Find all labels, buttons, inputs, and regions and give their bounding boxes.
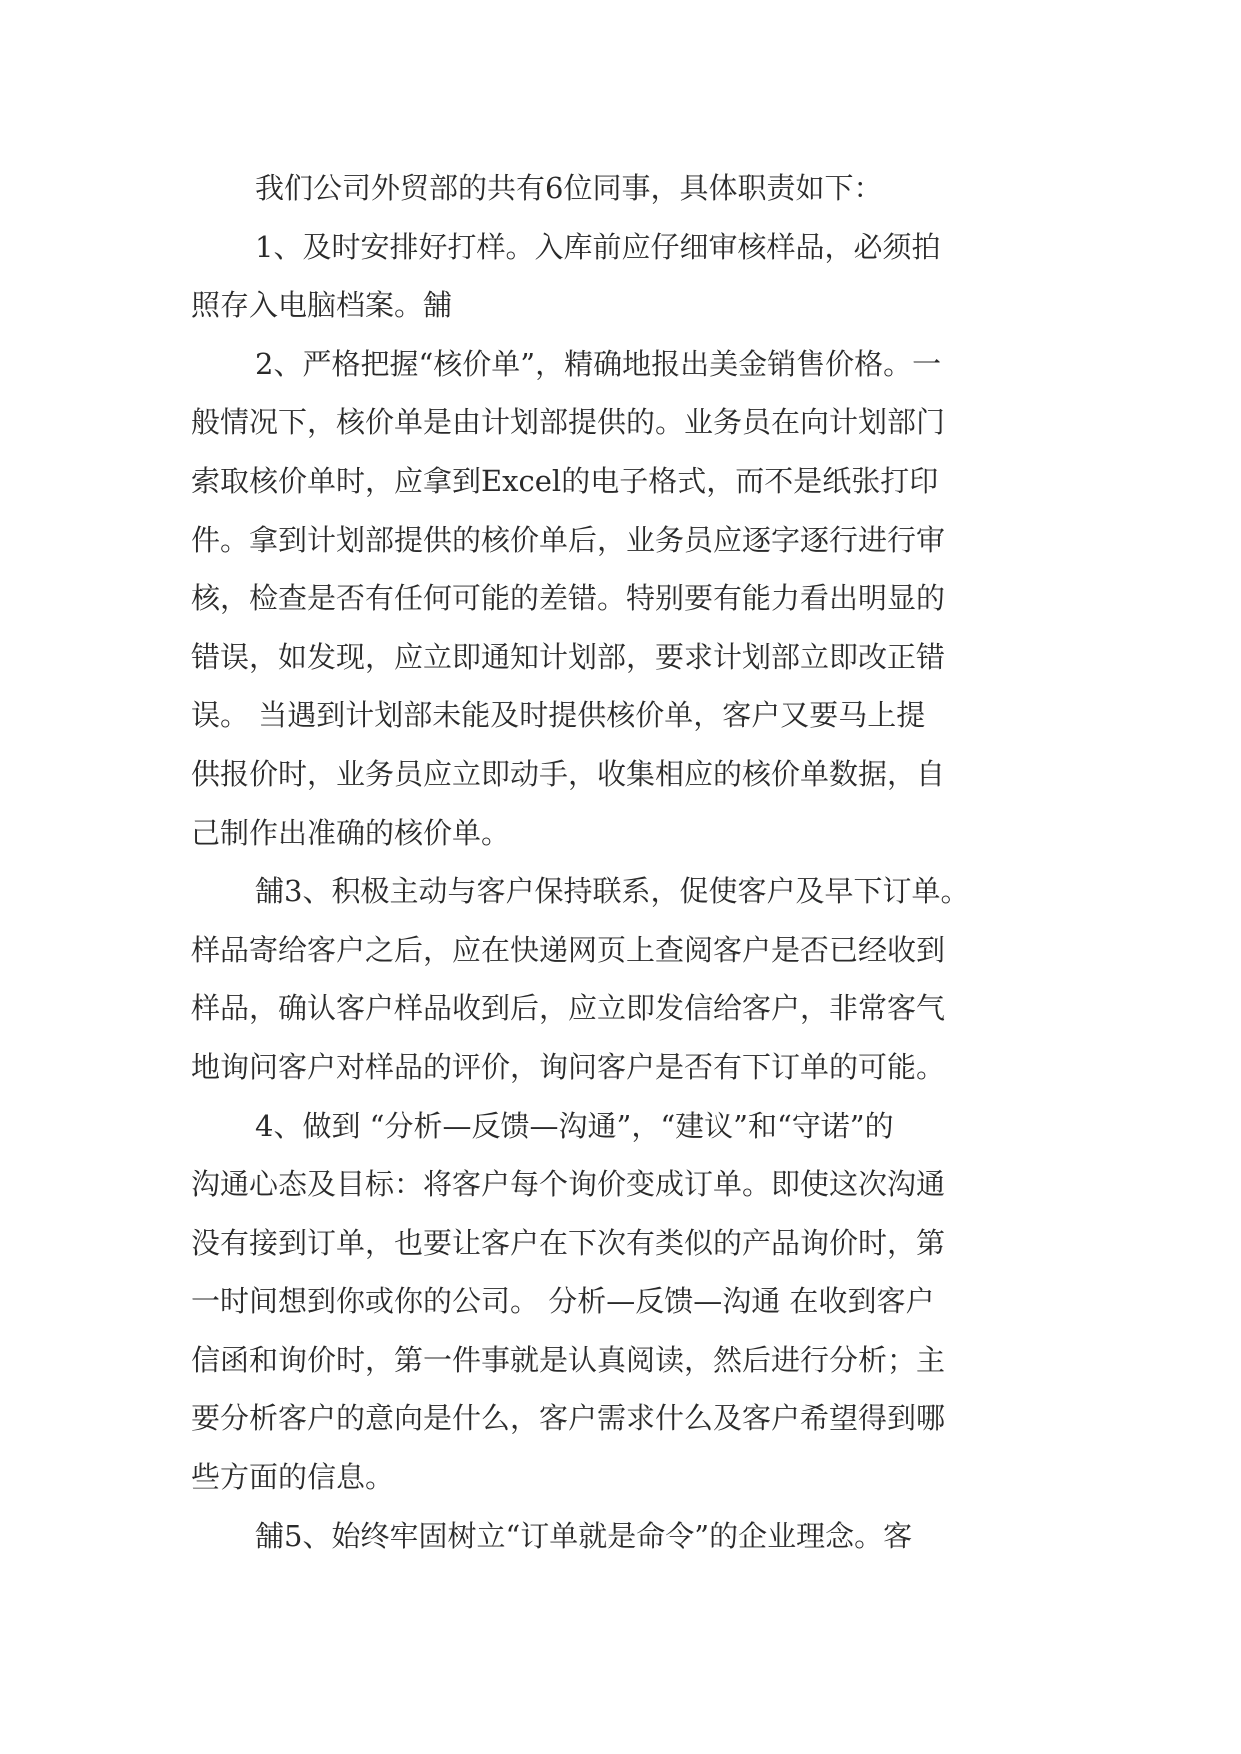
text-line: 2、严格把握“核价单”，精确地报出美金销售价格。一 — [255, 346, 942, 381]
text-line: 供报价时，业务员应立即动手，收集相应的核价单数据，自 — [191, 756, 946, 791]
text-line: 误。 当遇到计划部未能及时提供核价单，客户又要马上提 — [191, 698, 926, 733]
text-line: 地询问客户对样品的评价，询问客户是否有下订单的可能。 — [191, 1049, 946, 1084]
text-line: 件。拿到计划部提供的核价单后，业务员应逐字逐行进行审 — [191, 522, 946, 557]
text-line: 核，检查是否有任何可能的差错。特别要有能力看出明显的 — [191, 581, 946, 616]
text-line: 样品寄给客户之后，应在快递网页上查阅客户是否已经收到 — [191, 932, 946, 967]
text-line: 些方面的信息。 — [191, 1460, 395, 1495]
text-line: 沟通心态及目标：将客户每个询价变成订单。即使这次沟通 — [191, 1167, 946, 1202]
text-line: 索取核价单时，应拿到Excel的电子格式，而不是纸张打印 — [191, 463, 939, 498]
text-line: 1、及时安排好打样。入库前应仔细审核样品，必须拍 — [255, 229, 941, 264]
text-line: 样品，确认客户样品收到后，应立即发信给客户，非常客气 — [191, 991, 946, 1026]
document-body — [191, 159, 1053, 1565]
text-line: 要分析客户的意向是什么，客户需求什么及客户希望得到哪 — [191, 1401, 946, 1436]
text-line: 错误，如发现，应立即通知计划部，要求计划部立即改正错 — [191, 639, 946, 674]
text-line: 般情况下，核价单是由计划部提供的。业务员在向计划部门 — [191, 405, 946, 440]
text-line: 己制作出准确的核价单。 — [191, 815, 511, 850]
text-line: 4、做到 “分析—反馈—沟通”，“建议”和“守诺”的 — [255, 1108, 894, 1143]
text-line: 信函和询价时，第一件事就是认真阅读，然后进行分析；主 — [191, 1342, 946, 1377]
text-line: 一时间想到你或你的公司。 分析—反馈—沟通 在收到客户 — [191, 1284, 935, 1319]
text-line: 没有接到订单，也要让客户在下次有类似的产品询价时，第 — [191, 1225, 946, 1260]
text-line: 照存入电脑档案。舗 — [191, 288, 453, 323]
text-line: 舗5、始终牢固树立“订单就是命令”的企业理念。客 — [255, 1518, 913, 1553]
text-line: 我们公司外贸部的共有6位同事，具体职责如下： — [255, 171, 883, 205]
text-line: 舗3、积极主动与客户保持联系，促使客户及早下订单。 — [255, 874, 970, 909]
